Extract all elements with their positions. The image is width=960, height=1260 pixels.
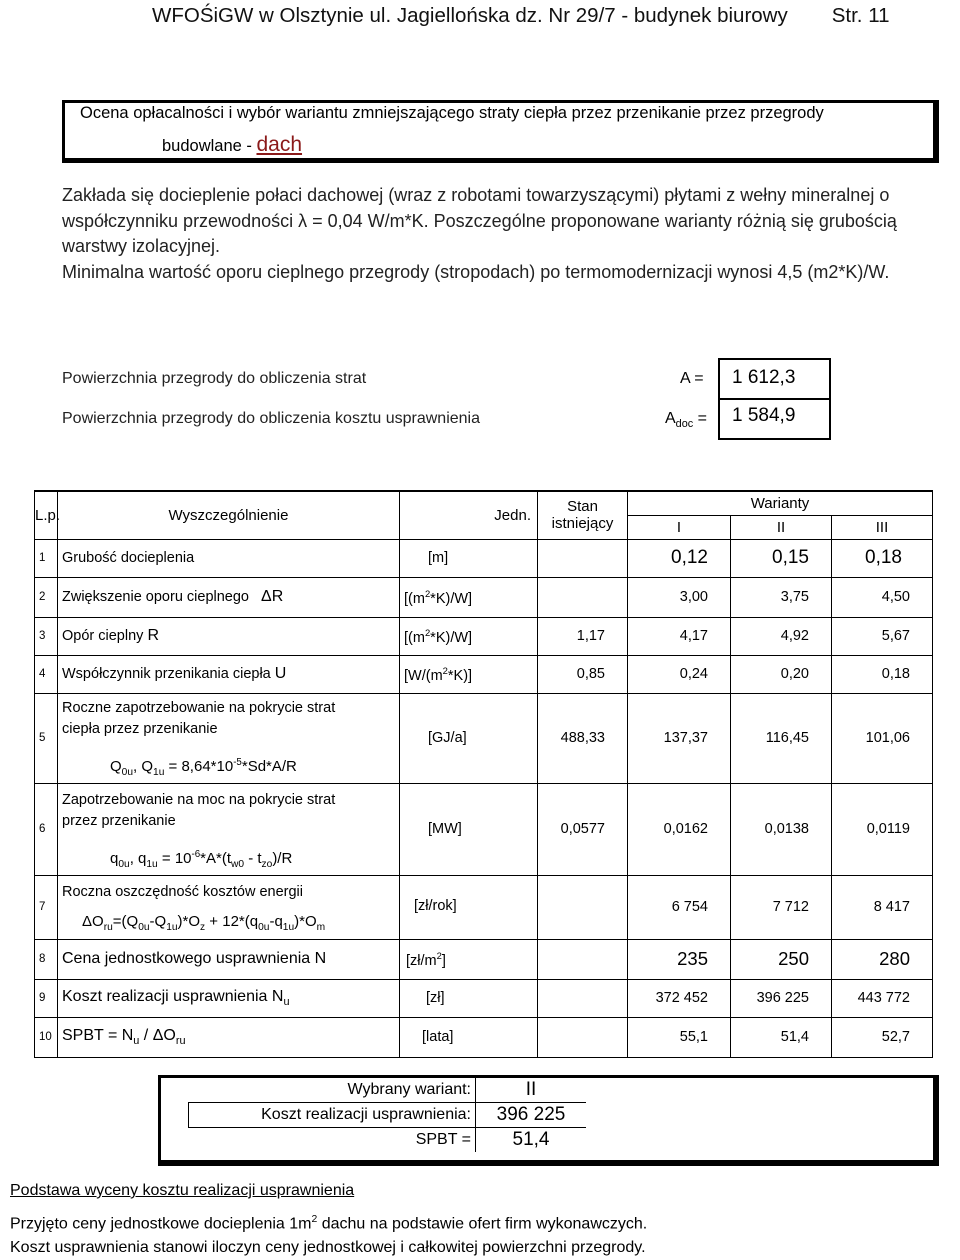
title-highlight: dach bbox=[256, 133, 303, 156]
title-line1: Ocena opłacalności i wybór wariantu zmniejszającego straty ciepła przez przenikanie przez przegrody bbox=[80, 104, 824, 122]
table-row: 5 Roczne zapotrzebowanie na pokrycie strat ciepła przez przenikanie $Q_{0u}$, $Q_{1u} = 8,64*10^{-5}*Sd*A/R$ [GJ/a] 488,33 137,37 116,45 101,06 bbox=[35, 693, 933, 783]
header-lp: L.p. bbox=[35, 491, 58, 539]
header-variants: Warianty bbox=[628, 491, 933, 515]
table-row: 2 Zwiększenie oporu cieplnego ΔR $[(m^2*K)/W]$ 3,00 3,75 4,50 bbox=[35, 577, 933, 617]
variants-table bbox=[34, 490, 933, 1058]
footer-line-1: Przyjęto ceny jednostkowe docieplenia $1m^2$ dachu na podstawie ofert firm wykonawczych. bbox=[10, 1214, 648, 1233]
table-row: 10 SPBT = $N_u / \Delta O_{ru}$ [lata] 55,1 51,4 52,7 bbox=[35, 1017, 933, 1057]
intro-text bbox=[62, 183, 942, 285]
page-number: Str. 11 bbox=[831, 4, 890, 27]
title-line2 bbox=[162, 133, 302, 157]
footer-heading: Podstawa wyceny kosztu realizacji usprawnienia bbox=[10, 1182, 355, 1199]
table-row: 6 Zapotrzebowanie na moc na pokrycie strat przez przenikanie $q_{0u}$, $q_{1u} = 10^{-6}*A*(t_{w0} - t_{zo})/R$ [MW] 0,0577 0,0162 0,0138 0,0119 bbox=[35, 783, 933, 875]
area-cost-label: Powierzchnia przegrody do obliczenia kosztu usprawnienia bbox=[62, 410, 481, 427]
spbt-label: SPBT = bbox=[415, 1131, 471, 1148]
intro-paragraph-1: Zakłada się docieplenie połaci dachowej (wraz z robotami towarzyszącymi) płytami z wełny mineralnej o współczynniku przewodności λ = 0,04 W/m*K. Poszczególne proponowane warianty różnią się grubością warstwy izolacyjnej. bbox=[62, 185, 897, 256]
table-row: 9 Koszt realizacji usprawnienia $N_u$ [zł] 372 452 396 225 443 772 bbox=[35, 979, 933, 1017]
page-header bbox=[152, 4, 889, 28]
header-unit: Jedn. bbox=[400, 491, 538, 539]
summary-table bbox=[188, 1078, 586, 1152]
cost-label: Koszt realizacji usprawnienia: bbox=[189, 1103, 476, 1128]
footer-text bbox=[10, 1208, 647, 1260]
table-row: 3 Opór cieplny R $[(m^2*K)/W]$ 1,17 4,17 4,92 5,67 bbox=[35, 617, 933, 655]
title-prefix: budowlane - bbox=[162, 137, 257, 155]
area-loss-symbol: A = bbox=[680, 370, 704, 387]
header-variant-3: III bbox=[832, 515, 933, 539]
intro-paragraph-2: Minimalna wartość oporu cieplnego przegrody (stropodach) po termomodernizacji wynosi 4,5 (m2*K)/W. bbox=[62, 261, 890, 282]
spbt-value: 51,4 bbox=[476, 1128, 587, 1153]
header-variant-1: I bbox=[628, 515, 731, 539]
table-row: 1 Grubość docieplenia [m] 0,12 0,15 0,18 bbox=[35, 539, 933, 577]
chosen-variant-label: Wybrany wariant: bbox=[347, 1081, 471, 1098]
table-row: 8 Cena jednostkowego usprawnienia N $[zł/m^2]$ 235 250 280 bbox=[35, 939, 933, 979]
area-cost-value: 1 584,9 bbox=[718, 398, 831, 440]
area-loss-value: 1 612,3 bbox=[718, 358, 831, 400]
area-cost-symbol: $A_{doc}$ = bbox=[665, 410, 708, 431]
cost-value: 396 225 bbox=[476, 1103, 587, 1128]
header-variant-2: II bbox=[731, 515, 832, 539]
chosen-variant-value: II bbox=[476, 1078, 587, 1103]
footer-line-2: Koszt usprawnienia stanowi iloczyn ceny jednostkowej i całkowitej powierzchni przegrody. bbox=[10, 1239, 646, 1257]
header-description: Wyszczególnienie bbox=[58, 491, 400, 539]
table-row: 4 Współczynnik przenikania ciepła U $[W/(m^2*K)]$ 0,85 0,24 0,20 0,18 bbox=[35, 655, 933, 693]
header-existing: Stan istniejący bbox=[538, 491, 628, 539]
table-row: 7 Roczna oszczędność kosztów energii $\Delta O_{ru}=(Q_{0u}-Q_{1u})*O_z + 12*(q_{0u}-q_{1u})*O_m$ [zł/rok] 6 754 7 712 8 417 bbox=[35, 875, 933, 939]
area-loss-label: Powierzchnia przegrody do obliczenia strat bbox=[62, 370, 367, 387]
header-text: WFOŚiGW w Olsztynie ul. Jagiellońska dz. Nr 29/7 - budynek biurowy bbox=[152, 4, 788, 27]
